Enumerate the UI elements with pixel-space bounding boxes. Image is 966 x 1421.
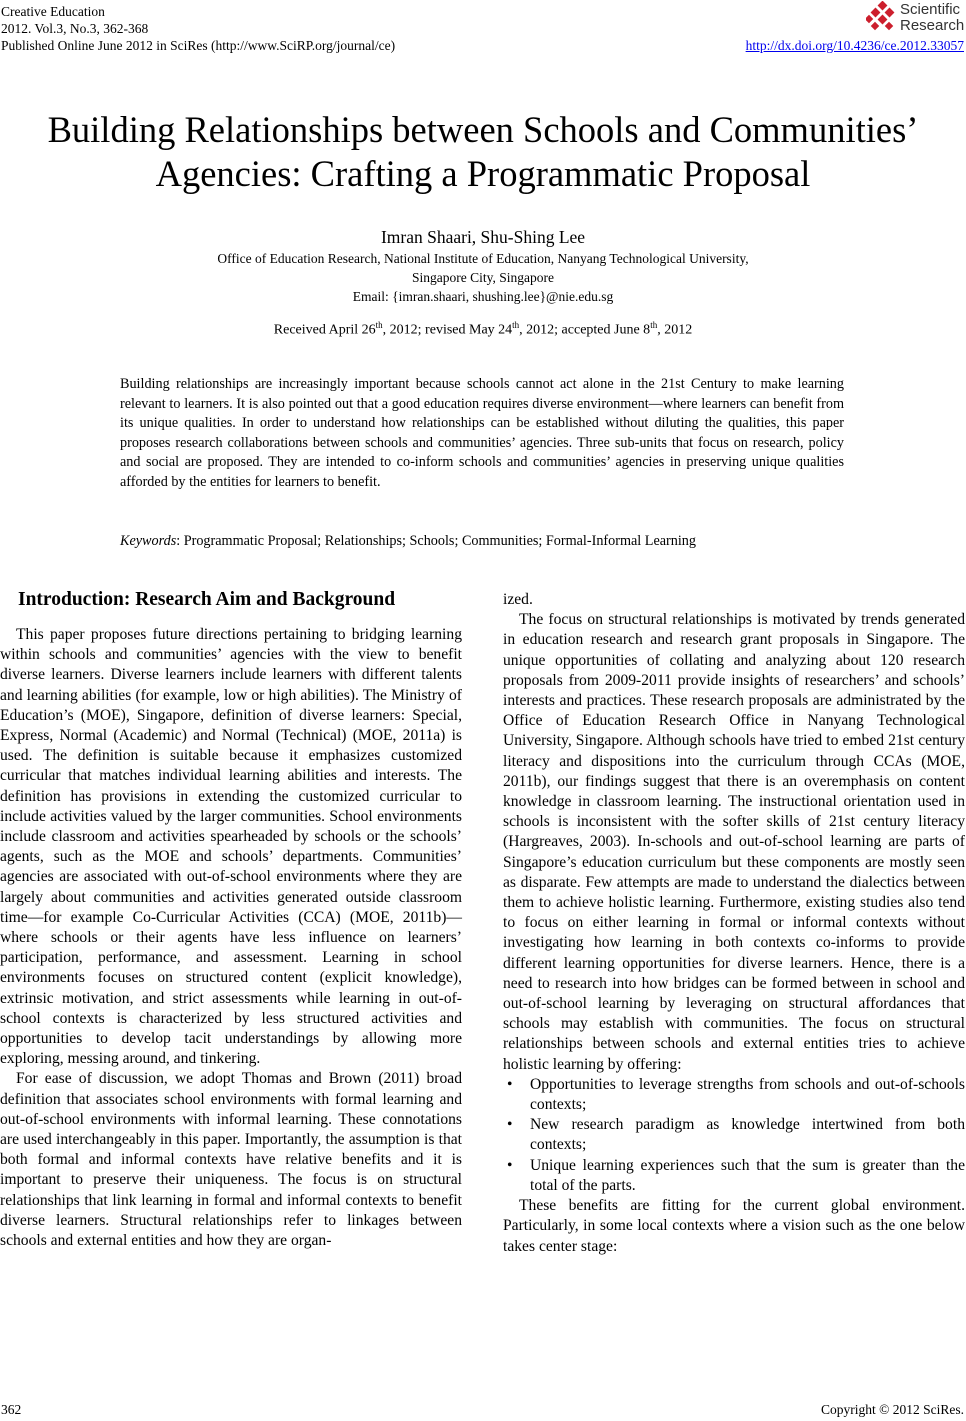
copyright: Copyright © 2012 SciRes.	[820, 1402, 964, 1417]
accepted-sup: th	[650, 320, 658, 330]
logo-text-scientific: Scientific	[900, 1, 961, 18]
right-paragraph-2: These benefits are fitting for the current global environment. Particularly, in some local contexts where a vision such as the one below takes center stage:	[503, 1197, 965, 1255]
list-item-text: New research paradigm as knowledge intertwined from both contexts;	[530, 1116, 965, 1154]
title-line-1: Building Relationships between Schools and Communities’	[47, 109, 919, 150]
list-item	[503, 1115, 965, 1155]
bullet-icon: •	[507, 1116, 513, 1134]
authors: Imran Shaari, Shu-Shing Lee	[380, 227, 586, 247]
publication-info: Published Online June 2012 in SciRes (http://www.SciRP.org/journal/ce)	[1, 38, 396, 53]
doi-link[interactable]: http://dx.doi.org/10.4236/ce.2012.33057	[745, 38, 964, 53]
page-number: 362	[1, 1402, 22, 1417]
journal-name: Creative Education	[1, 4, 105, 19]
received-dates	[0, 320, 966, 339]
keywords-label: Keywords	[120, 533, 177, 549]
logo-mark-icon	[866, 1, 900, 35]
list-item	[503, 1075, 965, 1115]
section-heading: Introduction: Research Aim and Background	[18, 589, 396, 610]
bullet-icon: •	[507, 1156, 513, 1174]
right-continuation: ized.	[503, 591, 533, 608]
keywords	[120, 533, 844, 550]
right-paragraph-1: The focus on structural relationships is motivated by trends generated in education research and research grant proposals in Singapore. The unique opportunities of collating and analyzing about 120 research proposals from 2009-2011 provide insights of researchers’ and schools’ interests and practices. These research proposals are administrated by the Office of Education Research Office in Nanyang Technological University, Singapore. Although schools have tried to embed 21st century literacy and dispositions into the curriculum through CCAs (MOE, 2011b), our findings suggest that there is an overemphasis on content knowledge in classroom learning. The instructional orientation used in schools is inconsistent with the softer skills of 21st century literacy (Hargreaves, 2003). In-schools and out-of-school learning are parts of Singapore’s education curriculum but these components are mostly seen as disparate. Few attempts are made to understand the dialectics between them to achieve holistic learning. Furthermore, existing studies also tend to focus on either learning in formal or informal contexts without investigating how learning in both contexts co-informs to provide different learning opportunities for diverse learners. Hence, there is a need to research into how bridges can be formed between in school and out-of-school learning by leveraging on structural affordances that schools may establish with communities. The focus on structural relationships between schools and external entities tries to achieve holistic learning by offering:	[503, 611, 965, 1073]
list-item-text: Opportunities to leverage strengths from schools and out-of-schools contexts;	[530, 1075, 965, 1114]
benefits-list	[503, 1075, 965, 1196]
received-sup: th	[375, 320, 383, 330]
received-text: Received April 26	[273, 322, 376, 338]
journal-volume: 2012. Vol.3, No.3, 362-368	[1, 21, 149, 36]
revised-text: , 2012; revised May 24	[382, 322, 513, 338]
right-column	[503, 590, 965, 1257]
logo-text-research: Research	[900, 17, 965, 34]
affiliation-line-2: Singapore City, Singapore	[412, 270, 554, 285]
bullet-icon: •	[507, 1075, 513, 1093]
affiliation-line-1: Office of Education Research, National Institute of Education, Nanyang Technological University,	[217, 251, 749, 266]
email: Email: {imran.shaari, shushing.lee}@nie.edu.sg	[352, 289, 614, 304]
title-line-2: Agencies: Crafting a Programmatic Proposal	[155, 153, 811, 194]
list-item-text: Unique learning experiences such that the sum is greater than the total of the parts.	[530, 1156, 965, 1194]
left-column	[0, 625, 462, 1251]
paper-title	[0, 108, 966, 196]
scientific-research-logo	[866, 0, 966, 38]
keywords-list: : Programmatic Proposal; Relationships; Schools; Communities; Formal-Informal Learning	[176, 533, 696, 549]
left-paragraph-1: This paper proposes future directions pertaining to bridging learning within schools and communities’ agencies with the view to benefit diverse learners. Diverse learners include learners with different talents and learning abilities (for example, low or high abilities). The Ministry of Education’s (MOE), Singapore, definition of diverse learners: Special, Express, Normal (Academic) and Normal (Technical) (MOE, 2011a) is used. The definition is suitable because it emphasizes customized curricular that matches individual learning abilities and interests. The definition has provisions in extending the customized curricular to include activities valued by the larger communities. School environments include classroom and activities spearheaded by schools or the schools’ agents, such as the MOE and schools’ departments. Communities’ agencies are associated with out-of-school environments where they are largely about communities and activities generated outside classroom time—for example Co-Curricular Activities (CCA) (MOE, 2011b)—where schools or their agents have less influence on learners’ participation, performance, and assessment. Learning in school environments focuses on structured content (explicit knowledge), extrinsic motivation, and strict assessments while learning in out-of-school contexts is characterized by less structured activities and opportunities to develop tacit understandings by allowing more exploring, messing around, and tinkering.	[0, 626, 462, 1068]
abstract: Building relationships are increasingly important because schools cannot act alone in the 21st Century to make learning relevant to learners. It is also pointed out that a good education requires diverse environment—where learners can benefit from its unique qualities. In order to understand how relationships can be established without diluting the qualities, this paper proposes research collaborations between schools and communities’ agencies. Three sub-units that focus on research, policy and social are proposed. They are intended to co-inform schools and communities’ agencies in preserving unique qualities afforded by the entities for learners to benefit.	[120, 376, 844, 490]
revised-sup: th	[512, 320, 520, 330]
list-item	[503, 1156, 965, 1196]
left-paragraph-2: For ease of discussion, we adopt Thomas and Brown (2011) broad definition that associates school environments with formal learning and out-of-school environments with informal learning. These connotations are used interchangeably in this paper. Importantly, the assumption is that both formal and informal contexts have relative benefits and it is important to preserve their uniqueness. The focus is on structural relationships that link learning in formal and informal contexts to benefit diverse learners. Structural relationships refer to linkages between schools and external entities and how they are organ-	[0, 1070, 462, 1250]
accepted-year: , 2012	[657, 322, 693, 338]
accepted-text: , 2012; accepted June 8	[519, 322, 651, 338]
